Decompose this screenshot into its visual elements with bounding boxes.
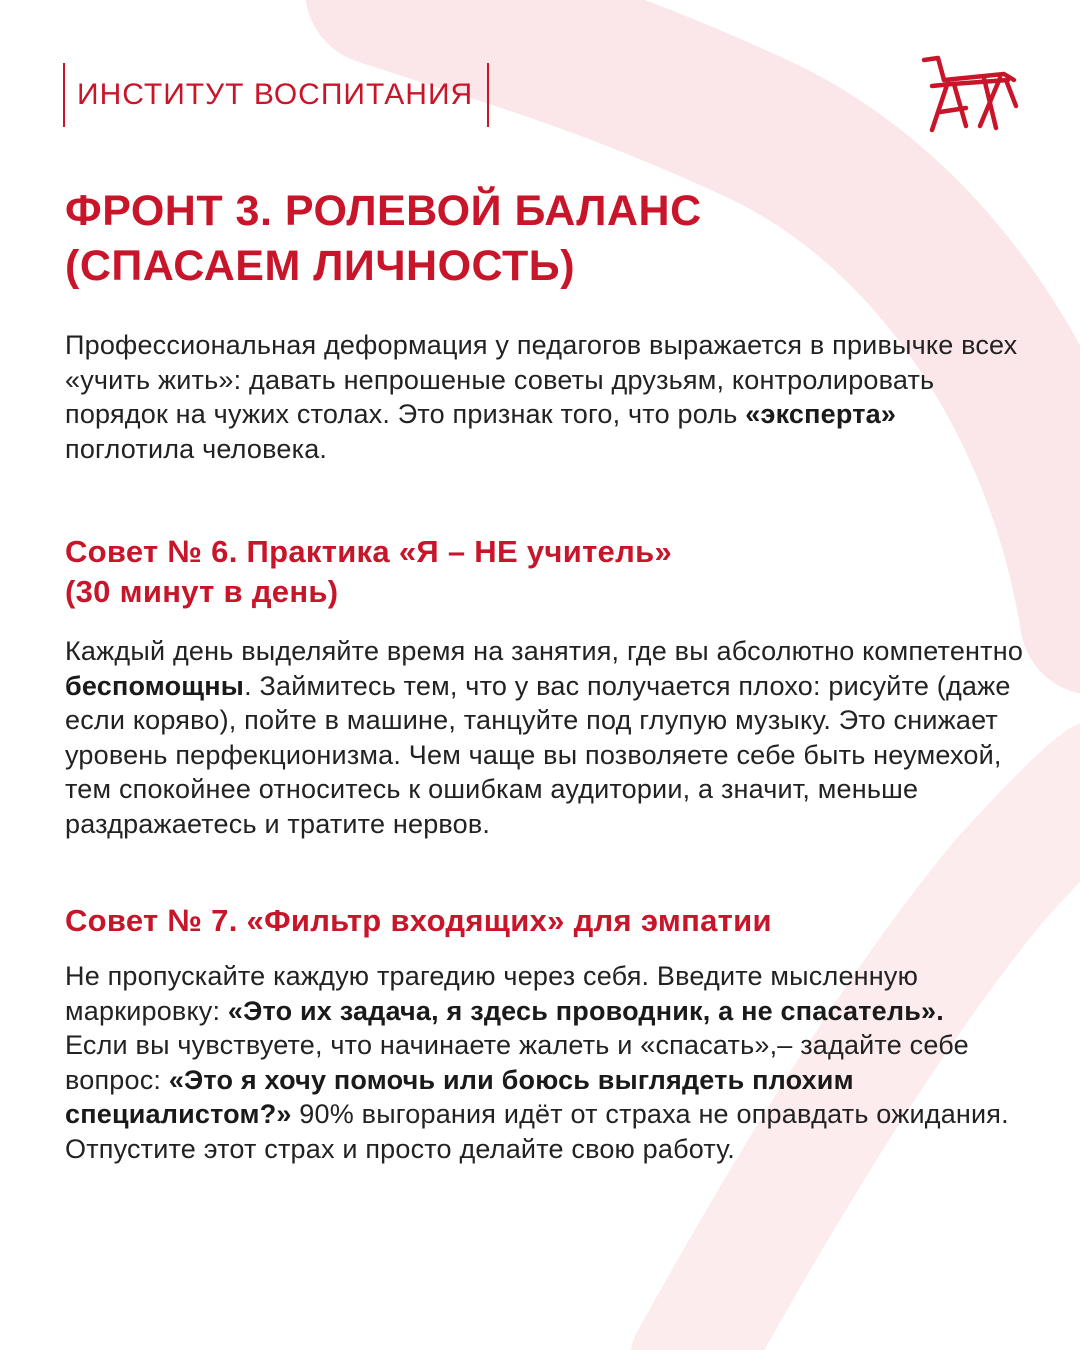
tip7-text-2: Если вы чувствуете, что начинаете жалеть и «спасать»,– задайте себе вопрос: bbox=[65, 1030, 969, 1095]
chair-icon bbox=[918, 50, 1022, 134]
page-title bbox=[65, 184, 1025, 294]
intro-text-1: Профессиональная деформация у педагогов выражается в привычке всех «учить жить»: давать непрошеные советы друзьям, контролировать порядок на чужих столах. Это признак того, что роль bbox=[65, 330, 1018, 429]
tip7-text-3: 90% выгорания идёт от страха не оправдать ожидания. Отпустите этот страх и просто делайте свою работу. bbox=[65, 1099, 1009, 1164]
tip6-title-line-2: (30 минут в день) bbox=[65, 574, 339, 609]
tip7-paragraph-1 bbox=[65, 959, 1025, 1028]
tip6-text-1: Каждый день выделяйте время на занятия, где вы абсолютно компетентно bbox=[65, 636, 1024, 666]
header-divider-right bbox=[487, 63, 489, 127]
tip7-bold-1: «Это их задача, я здесь проводник, а не спасатель». bbox=[227, 995, 944, 1026]
page-title-line-2: (СПАСАЕМ ЛИЧНОСТЬ) bbox=[65, 242, 576, 290]
tip7-text-1: Не пропускайте каждую трагедию через себя. Введите мысленную маркировку: bbox=[65, 961, 919, 1026]
tip6-title-line-1: Совет № 6. Практика «Я – НЕ учитель» bbox=[65, 534, 672, 569]
tip6-bold-1: беспомощны bbox=[65, 670, 245, 701]
intro-bold-1: «эксперта» bbox=[745, 399, 897, 429]
tip7-paragraph-2 bbox=[65, 1028, 1025, 1166]
tip6-title bbox=[65, 532, 1025, 612]
intro-text-2: поглотила человека. bbox=[65, 433, 328, 464]
tip6-paragraph bbox=[65, 634, 1025, 841]
org-name: ИНСТИТУТ ВОСПИТАНИЯ bbox=[77, 78, 474, 111]
header bbox=[63, 63, 489, 127]
page-title-line-1: ФРОНТ 3. РОЛЕВОЙ БАЛАНС bbox=[65, 187, 702, 235]
tip7-bold-2: «Это я хочу помочь или боюсь выглядеть плохим специалистом?» bbox=[65, 1064, 854, 1129]
tip7-title: Совет № 7. «Фильтр входящих» для эмпатии bbox=[65, 903, 772, 938]
content bbox=[65, 184, 1025, 1166]
tip6-text-2: . Займитесь тем, что у вас получается плохо: рисуйте (даже если коряво), пойте в машине, танцуйте под глупую музыку. Это снижает уровень перфекционизма. Чем чаще вы позволяете себе быть неумехой, тем спокойнее относитесь к ошибкам аудитории, а значит, меньше раздражаетесь и тратите нервов. bbox=[65, 670, 1011, 839]
intro-paragraph bbox=[65, 328, 1025, 466]
